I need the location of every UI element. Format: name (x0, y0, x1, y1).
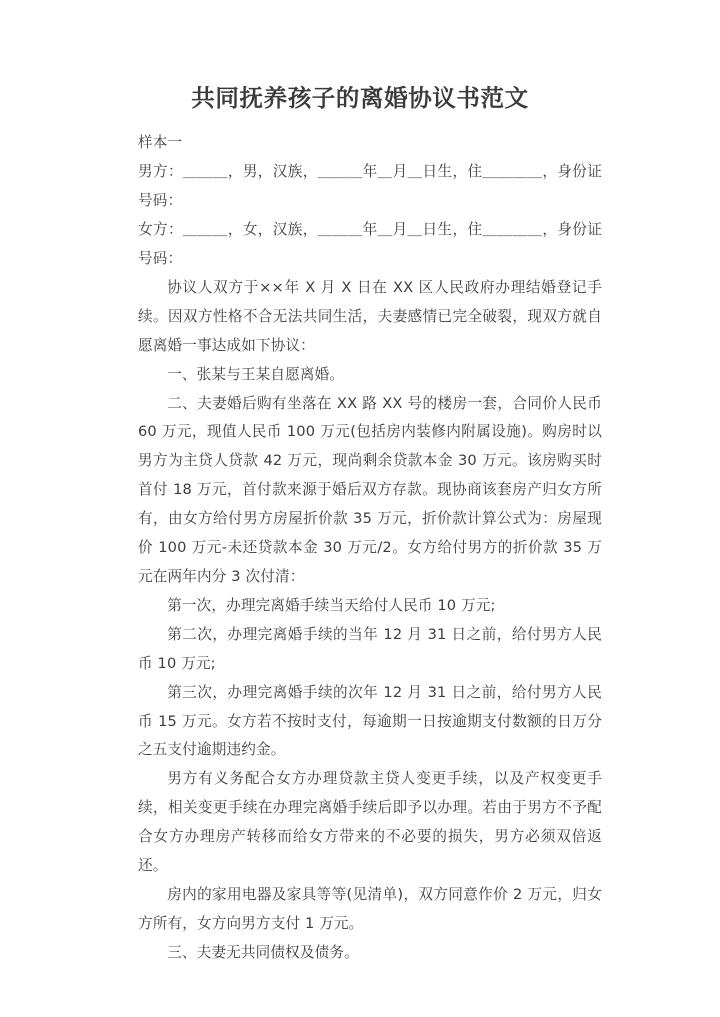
paragraph-preamble: 协议人双方于××年 X 月 X 日在 XX 区人民政府办理结婚登记手续。因双方性格不合无法共同生活，夫妻感情已完全破裂，现双方就自愿离婚一事达成如下协议： (138, 278, 602, 354)
document-text-block (0, 113, 720, 967)
paragraph-sample-label: 样本一 (138, 134, 183, 152)
paragraph-clause-two: 二、夫妻婚后购有坐落在 XX 路 XX 号的楼房一套，合同价人民币 60 万元，现值人民币 100 万元(包括房内装修内附属设施)。购房时以男方为主贷人贷款 42 万元，现尚剩余贷款本金 30 万元。该房购买时首付 18 万元，首付款来源于婚后双方存款。现协商该套房产归女方所有，由女方给付男方房屋折价款 35 万元，折价款计算公式为：房屋现价 100 万元-未还贷款本金 30 万元/2。女方给付男方的折价款 35 万元在两年内分 3 次付清： (138, 394, 602, 585)
paragraph-party-female: 女方：＿＿＿，女，汉族，＿＿＿年＿月＿日生，住＿＿＿＿，身份证号码： (138, 221, 602, 267)
paragraph-clause-three: 三、夫妻无共同债权及债务。 (167, 943, 359, 961)
paragraph-payment-third: 第三次，办理完离婚手续的次年 12 月 31 日之前，给付男方人民币 15 万元。女方若不按时支付，每逾期一日按逾期支付数额的日万分之五支付逾期违约金。 (138, 683, 602, 759)
paragraph-clause-one: 一、张某与王某自愿离婚。 (167, 365, 345, 383)
document-title: 共同抚养孩子的离婚协议书范文 (191, 84, 529, 112)
paragraph-clause-furniture: 房内的家用电器及家具等等(见清单)，双方同意作价 2 万元，归女方所有，女方向男方支付 1 万元。 (138, 885, 602, 932)
paragraph-clause-transfer-duty: 男方有义务配合女方办理贷款主贷人变更手续，以及产权变更手续，相关变更手续在办理完离婚手续后即予以办理。若由于男方不予配合女方办理房产转移而给女方带来的不必要的损失，男方必须双倍返还。 (138, 770, 602, 875)
paragraph-party-male: 男方：＿＿＿，男，汉族，＿＿＿年＿月＿日生，住＿＿＿＿，身份证号码： (138, 163, 602, 210)
paragraph-payment-second: 第二次，办理完离婚手续的当年 12 月 31 日之前，给付男方人民币 10 万元; (138, 625, 602, 672)
paragraph-payment-first: 第一次，办理完离婚手续当天给付人民币 10 万元; (167, 596, 496, 614)
